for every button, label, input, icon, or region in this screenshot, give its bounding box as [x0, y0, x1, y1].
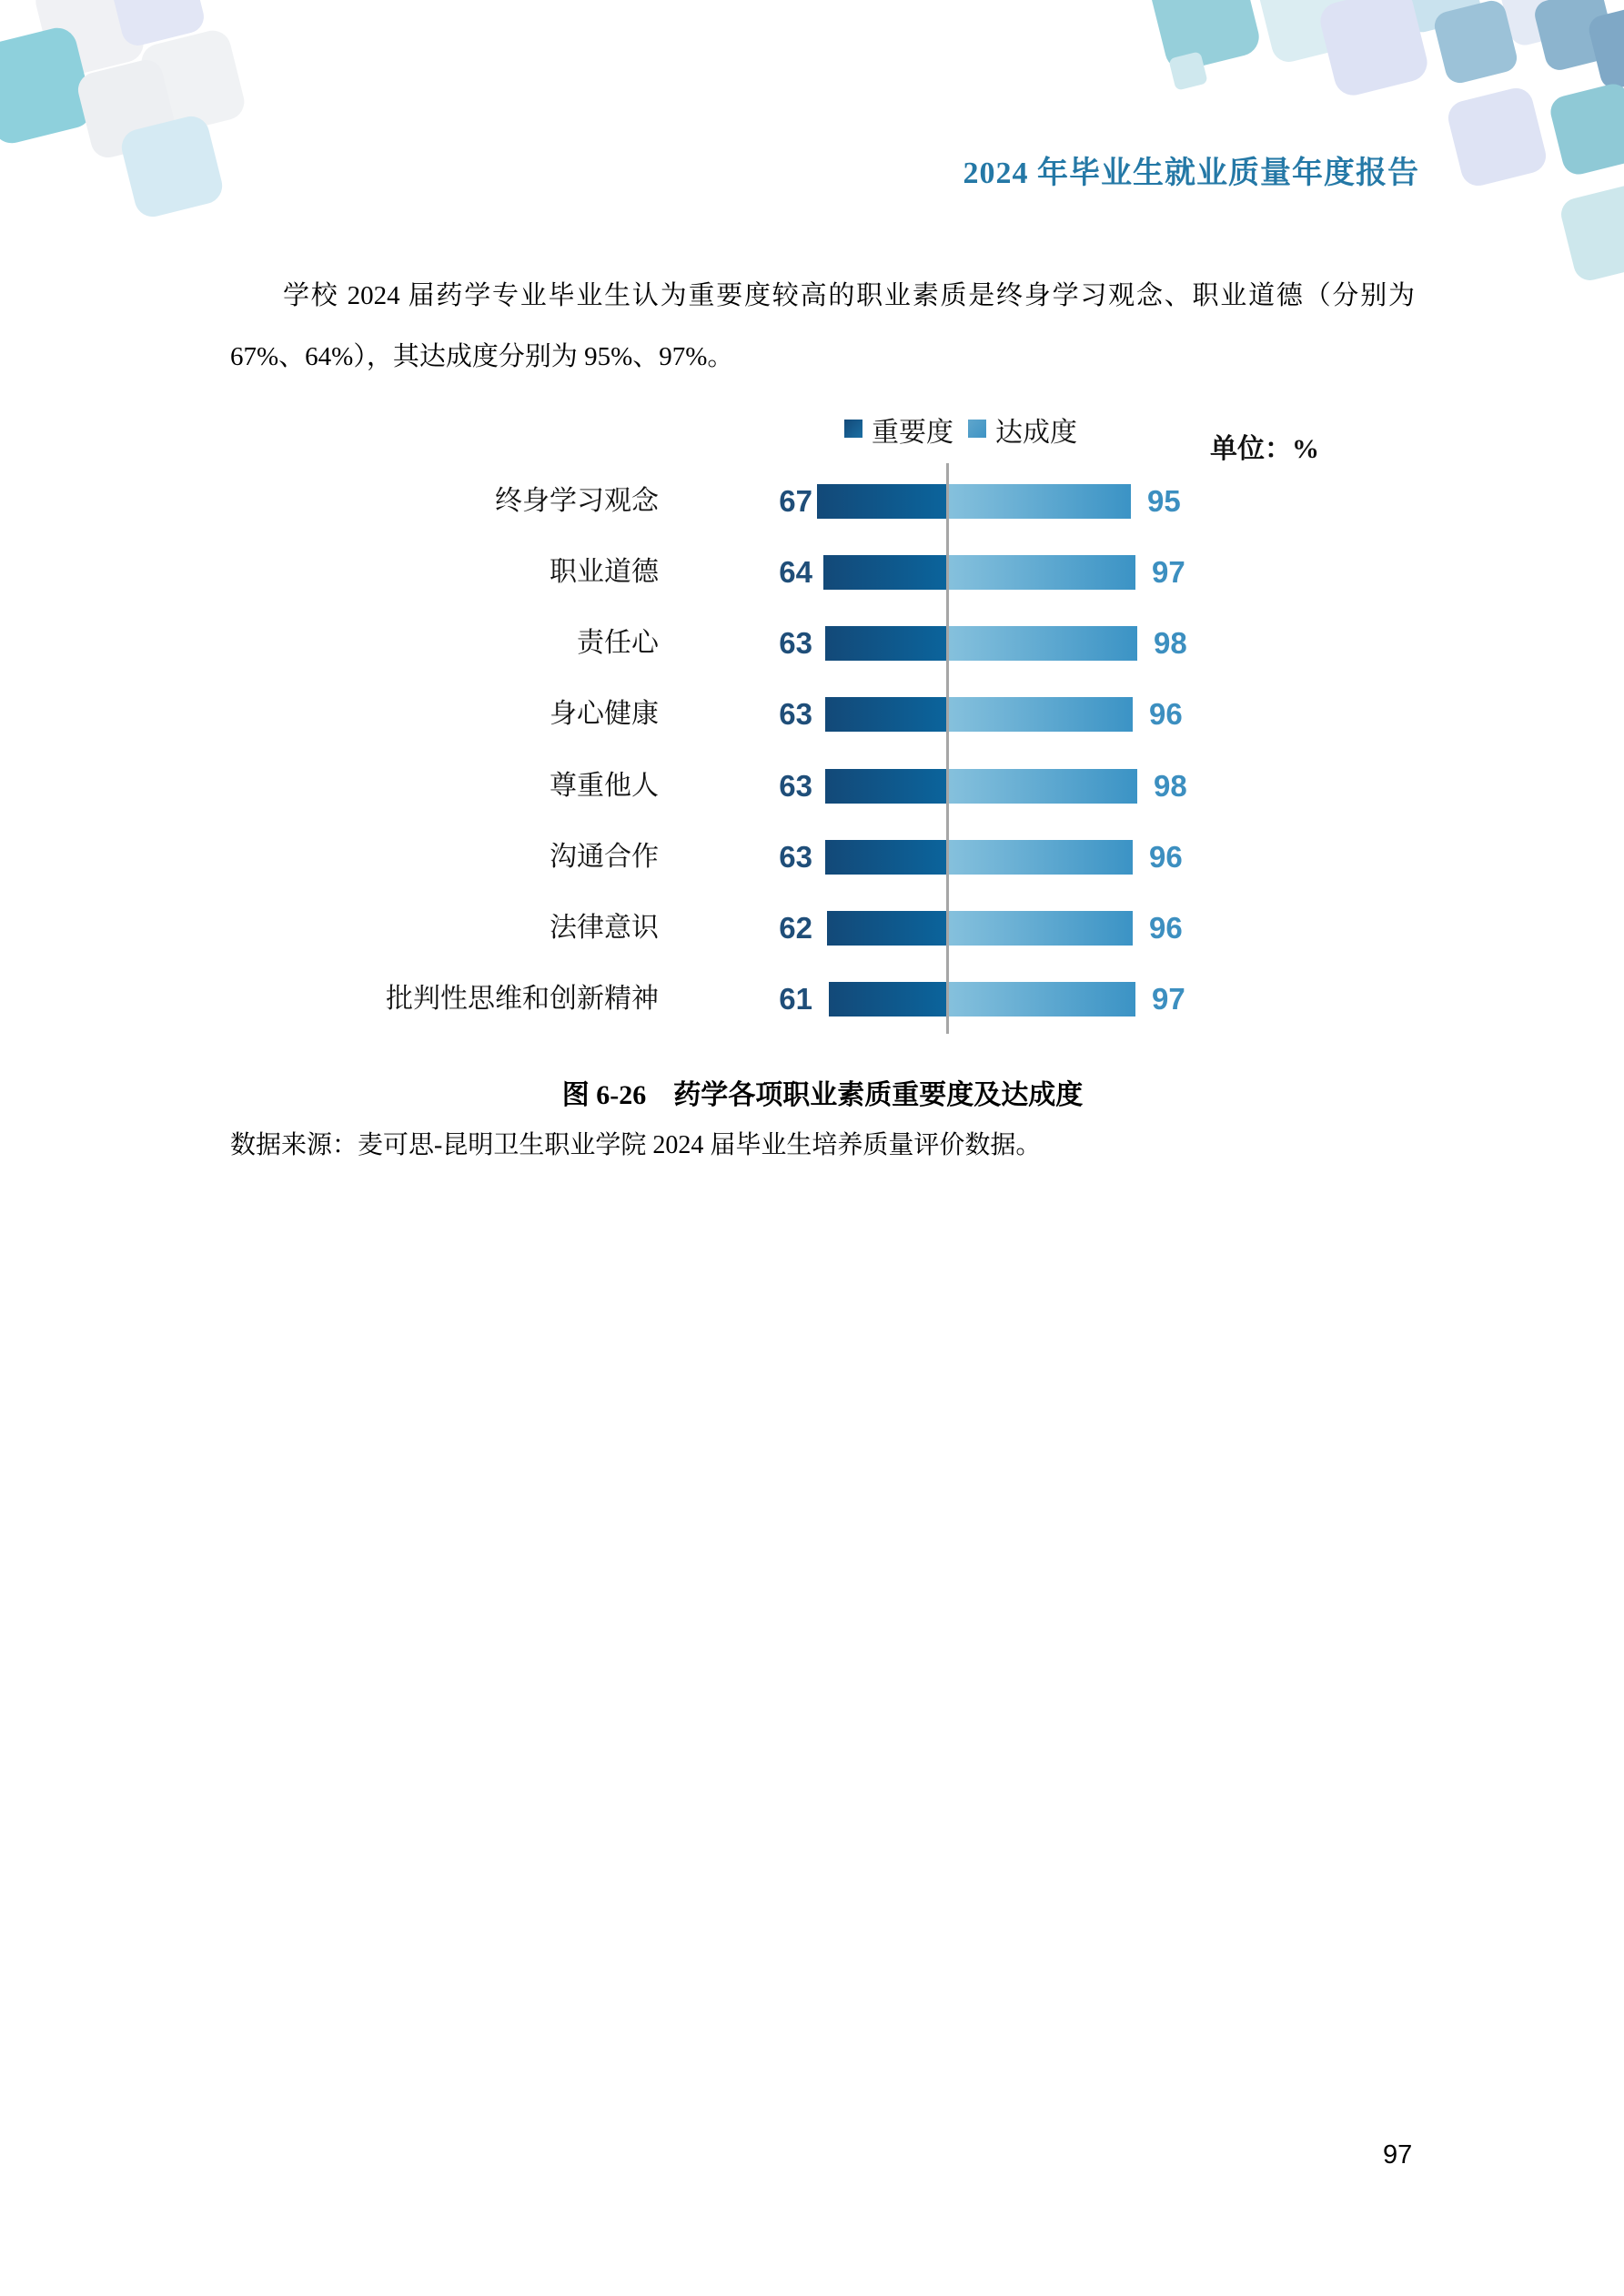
data-source-note: 数据来源：麦可思-昆明卫生职业学院 2024 届毕业生培养质量评价数据。 [230, 1131, 1042, 1159]
importance-bar [825, 626, 947, 661]
importance-value-label: 63 [779, 626, 812, 660]
decor-square [1445, 85, 1549, 189]
chart-category-label: 沟通合作 [550, 842, 659, 872]
decor-square [1558, 182, 1624, 284]
achievement-value-label: 96 [1149, 697, 1183, 731]
importance-bar [825, 840, 947, 875]
legend-label-importance: 重要度 [872, 418, 953, 448]
importance-value-label: 61 [779, 982, 812, 1016]
chart-unit-label: 单位：% [1210, 434, 1319, 464]
body-paragraph: 学校 2024 届药学专业毕业生认为重要度较高的职业素质是终身学习观念、职业道德（分别为 67%、64%），其达成度分别为 95%、97%。 [230, 281, 1415, 371]
achievement-bar [947, 769, 1137, 804]
figure-caption [230, 1072, 1415, 1112]
achievement-bar [947, 555, 1135, 590]
importance-value-label: 67 [779, 484, 812, 518]
achievement-bar [947, 911, 1133, 946]
importance-value-label: 63 [779, 769, 812, 803]
achievement-value-label: 95 [1147, 484, 1181, 518]
importance-bar [825, 769, 947, 804]
achievement-value-label: 98 [1154, 626, 1187, 660]
achievement-value-label: 97 [1152, 555, 1185, 589]
importance-value-label: 64 [779, 555, 812, 589]
importance-bar [825, 697, 947, 732]
chart-category-label: 责任心 [577, 628, 659, 658]
legend-swatch-importance [844, 420, 862, 438]
decor-square [1147, 0, 1263, 74]
importance-bar [829, 982, 947, 1017]
achievement-bar [947, 697, 1133, 732]
importance-value-label: 63 [779, 840, 812, 874]
chart-category-label: 批判性思维和创新精神 [386, 984, 659, 1014]
importance-bar [827, 911, 947, 946]
chart-category-label: 身心健康 [550, 699, 659, 729]
figure-caption-label: 图 6-26 [561, 1080, 647, 1110]
achievement-value-label: 97 [1152, 982, 1185, 1016]
achievement-bar [947, 982, 1135, 1017]
importance-bar [823, 555, 947, 590]
decor-square [1548, 81, 1624, 178]
achievement-value-label: 96 [1149, 840, 1183, 874]
legend-label-achievement: 达成度 [995, 418, 1077, 448]
importance-value-label: 63 [779, 697, 812, 731]
achievement-bar [947, 626, 1137, 661]
importance-bar [817, 484, 947, 519]
legend-swatch-achievement [968, 420, 986, 438]
chart-category-label: 职业道德 [550, 557, 659, 587]
importance-value-label: 62 [779, 911, 812, 945]
chart-category-label: 尊重他人 [550, 771, 659, 801]
page-header-title: 2024 年毕业生就业质量年度报告 [963, 157, 1419, 190]
achievement-bar [947, 840, 1133, 875]
chart-center-axis [946, 463, 949, 1034]
achievement-value-label: 96 [1149, 911, 1183, 945]
figure-caption-title: 药学各项职业素质重要度及达成度 [673, 1080, 1084, 1110]
achievement-bar [947, 484, 1131, 519]
decor-square [1316, 0, 1431, 99]
chart-category-label: 法律意识 [550, 913, 659, 943]
achievement-value-label: 98 [1154, 769, 1187, 803]
chart-category-label: 终身学习观念 [495, 486, 659, 516]
page-number: 97 [1383, 2140, 1413, 2170]
